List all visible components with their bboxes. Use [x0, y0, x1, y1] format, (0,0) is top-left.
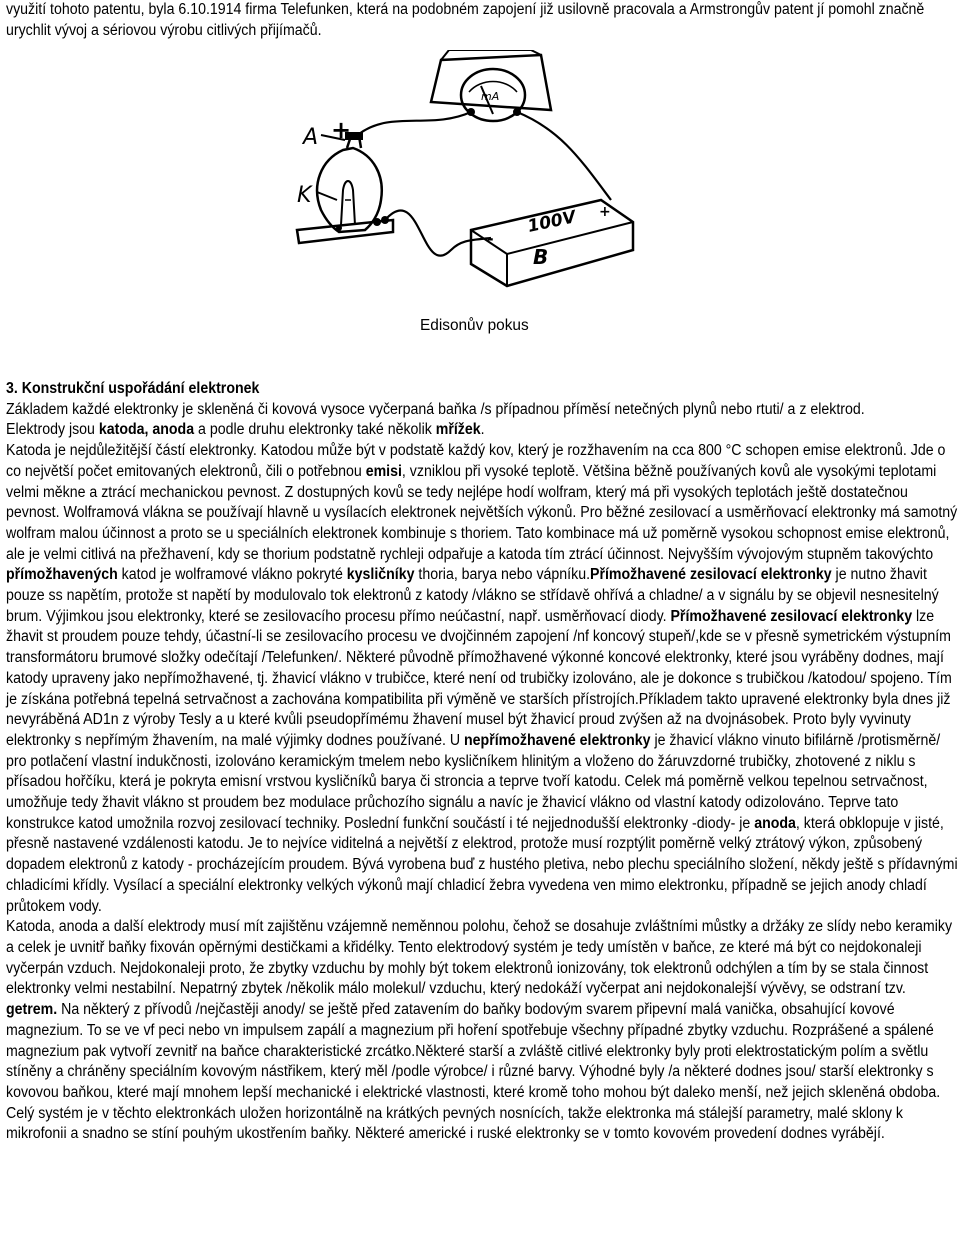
circuit-drawing [281, 50, 651, 290]
figure-caption: Edisonův pokus [420, 317, 529, 334]
label-plus-top: + [331, 116, 352, 144]
wire-meter-battery [517, 112, 611, 200]
paragraph-2: Elektrody jsou katoda, anoda a podle druhu elektronky také několik mřížek. [6, 421, 485, 439]
label-battery: B [533, 245, 549, 269]
edison-experiment-figure [281, 50, 651, 290]
label-battery-voltage: 100V [525, 207, 578, 237]
label-cathode: K [297, 183, 312, 208]
label-meter: mA [481, 90, 500, 103]
paragraph-1: Základem každé elektronky je skleněná či kovová vysoce vyčerpaná baňka /s případnou příměsí netečných plynů nebo rtuti/ a z elektrod. [6, 400, 865, 418]
bulb-glass [317, 148, 382, 232]
label-battery-minus: - [487, 229, 494, 248]
section-heading: 3. Konstrukční uspořádání elektronek [6, 380, 260, 397]
paragraph-3: Katoda je nejdůležitější částí elektronky. Katodou může být v podstatě každý kov, který je rozžhavením na cca 800 °C schopen emise elektronů. Jde o co největší počet emitovaných elektronů, čili o potřebnou emisi, vzniklou při vysoké teplotě. Většina běžně používaných kovů ale vysokými teplotami velmi měkne a ztrácí mechanickou pevnost. Z dostupných kovů se tedy nejlépe hodí wolfram, který má při vysokých teplotách ještě dostatečnou pevnost. Wolframová vlákna se používají hlavně u vysílacích elektronek největších výkonů. Pro běžné zesilovací a usměrňovací elektronky má samotný wolfram malou účinnost a proto se u speciálních elektronek kombinuje s thoriem. Tato kombinace má už poměrně vysokou schopnost emise elektronů, ale je velmi citlivá na přežhavení, kdy se thorium podstatně rychleji odpařuje a katoda tím ztrácí účinnost. Nejvyšším vývojovým stupněm takovýchto přímožhavených katod je wolframové vlákno pokryté kysličníky thoria, barya nebo vápníku.Přímožhavené zesilovací elektronky je nutno žhavit pouze ss napětím, protože st napětí by modulovalo tok elektronů z katody /vlákno se střídavě ohřívá a chladne/ a v signálu by se objevil nesnesitelný brum. Výjimkou jsou elektronky, které se zesilovacího procesu přímo neúčastní, např. usměrňovací diody. Přímožhavené zesilovací elektronky lze žhavit st proudem pouze tehdy, účastní-li se zesilovacího procesu ve dvojčinném zapojení /nf koncový stupeň/,kde se v přesně symetrickém výstupním transformátoru brumové složky odečítají /Telefunken/. Některé původně přímožhavené výkonné koncové elektronky, které jsou vyráběny dodnes, mají katody upraveny jako nepřímožhavené, tj. žhavicí vlákno v trubičce, které není od trubičky izolováno, ale je dokonce s trubičkou /katodou/ spojeno. Tím je získána potřebná tepelná setrvačnost a zachována kompatibilita při výměně ve starších přístrojích.Příkladem takto upravené elektronky byla dnes již nevyráběná AD1n z výroby Tesly a u které kvůli pseudopřímému žhavení musel být žhavicí proud zvýšen až na dvojnásobek. Proto byly vyvinuty elektronky s nepřímým žhavením, na malé výjimky dodnes používané. U nepřímožhavené elektronky je žhavicí vlákno vinuto bifilárně /protisměrně/ pro potlačení vlastní indukčnosti, izolováno keramickým tmelem nebo kysličníkem hlinitým a vloženo do žáruvzdorné trubičky, zhotovené z niklu s přísadou hořčíku, která je pokryta emisní vrstvou kysličníků barya či stroncia a teprve tvoří katodu. Celek má poměrně velkou tepelnou setrvačnost, umožňuje tedy žhavit vlákno st proudem bez modulace průchozího signálu a navíc je žhavicí vlákno od vlastní katody odizolováno. Teprve tato konstrukce katod umožnila rozvoj zesilovací techniky. Poslední funkční součástí i té nejjednodušší elektronky -diody- je anoda, která obklopuje v jisté, přesně nastavené vzdálenosti katodu. Je to nejvíce viditelná a největší z elektrod, protože musí rozptýlit poměrně velký ztrátový výkon, způsobený dopadem elektronů z katody - procházejícím proudem. Bývá vyrobena buď z hustého pletiva, nebo plechu speciálního složení, někdy ještě s přídavnými chladicími křídly. Vysílací a speciální elektronky velkých výkonů mají chladicí žebra vyvedena ven mimo elektronku, případně se jejich anody chladí průtokem vody. [6, 442, 958, 915]
label-battery-plus: + [599, 204, 611, 220]
label-anode: A [303, 125, 319, 150]
intro-paragraph: využití tohoto patentu, byla 6.10.1914 firma Telefunken, která na podobném zapojení již usilovně pracovala a Armstrongův patent jí pomohl značně urychlit vývoj a sériovou výrobu citlivých přijímačů. [6, 1, 925, 39]
paragraph-4: Katoda, anoda a další elektrody musí mít zajištěnu vzájemně neměnnou polohu, čehož se dosahuje zvláštními můstky a držáky ze slídy nebo keramiky a celek je uvnitř baňky fixován opěrnými destičkami a křidélky. Tento elektrodový systém je tedy umístěn v baňce, ze které má být co nejdokonaleji vyčerpán vzduch. Nejdokonaleji proto, že zbytky vzduchu by mohly být tokem elektronů ionizovány, tok elektronů odchýlen a tím by se stala činnost elektronky velmi nestabilní. Nepatrný zbytek /několik málo molekul/ vzduchu, který nedokáží vyčerpat ani nejdokonalejší vývěvy, se odstraní tzv. getrem. Na některý z přívodů /nejčastěji anody/ se ještě před zatavením do baňky bodovým svarem připevní malá vanička, obsahující kovové magnezium. To se ve vf peci nebo vn impulsem zapálí a magnezium při hoření spotřebuje všechny případné zbytky vzduchu. Rozprášené a spálené magnezium pak vytvoří zevnitř na baňce charakteristické zrcátko.Některé starší a zvláště citlivé elektronky byly proti elektrostatickým polím a světlu stíněny a chráněny speciálním kovovým nástřikem, který měl /podle výrobce/ i různé barvy. Výhodné byly /a některé dodnes jsou/ starší elektronky s kovovou baňkou, které mají mnohem lepší mechanické i elektrické vlastnosti, které kromě toho mohou být daleko menší, než jejich skleněná obdoba. Celý systém je v těchto elektronkách uložen horizontálně na krátkých pevných nosnících, takže elektronka má stálejší parametry, malé sklony k mikrofonii a snadno se stíní pouhým ukostřením baňky. Některé americké i ruské elektronky se v tomto kovovém provedení dodnes vyrábějí. [6, 918, 953, 1143]
intro-block [6, 0, 958, 41]
section-body [6, 379, 958, 1145]
wire-anode-meter [359, 112, 471, 134]
